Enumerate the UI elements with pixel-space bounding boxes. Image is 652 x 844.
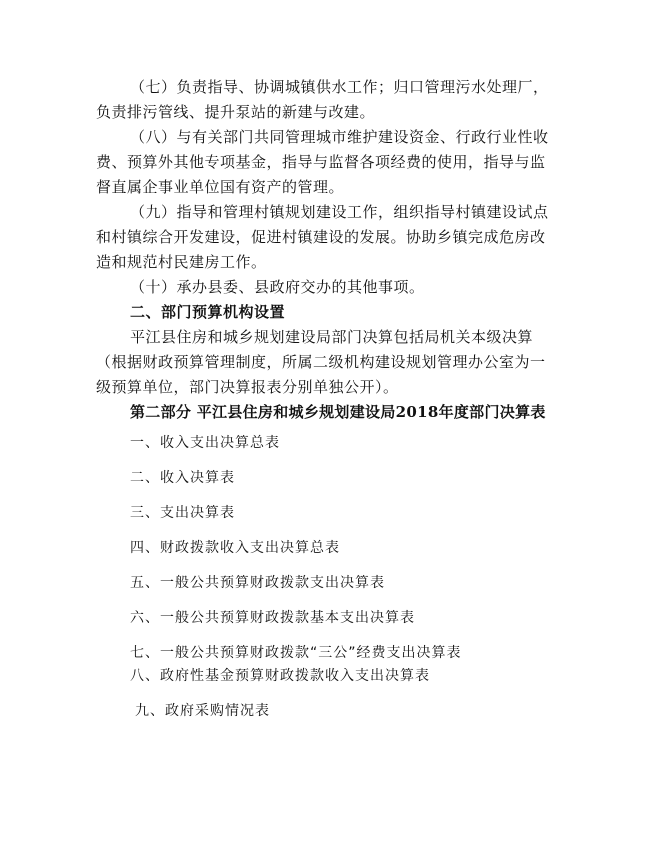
table-list-item-7: 七、一般公共预算财政拨款“三公”经费支出决算表: [130, 645, 462, 661]
duty-7-line-1: （七）负责指导、协调城镇供水工作；归口管理污水处理厂，: [130, 78, 549, 96]
duty-9-line-1: （九）指导和管理村镇规划建设工作，组织指导村镇建设试点: [130, 203, 549, 221]
budget-structure-line-1: 平江县住房和城乡规划建设局部门决算包括局机关本级决算: [130, 328, 534, 346]
budget-structure-line-2: （根据财政预算管理制度，所属二级机构建设规划管理办公室为一: [96, 353, 546, 371]
duty-8-line-1: （八）与有关部门共同管理城市维护建设资金、行政行业性收: [130, 128, 549, 146]
duty-8-line-3: 督直属企事业单位国有资产的管理。: [96, 178, 345, 196]
table-list-item-9: 九、政府采购情况表: [135, 703, 270, 719]
table-list-item-5: 五、一般公共预算财政拨款支出决算表: [130, 575, 385, 591]
section-heading-budget-structure: 二、部门预算机构设置: [130, 303, 286, 321]
duty-9-line-3: 造和规范村民建房工作。: [96, 253, 267, 271]
duty-10-line-1: （十）承办县委、县政府交办的其他事项。: [130, 278, 425, 296]
table-list-item-8: 八、政府性基金预算财政拨款收入支出决算表: [130, 668, 430, 684]
table-list-item-3: 三、支出决算表: [130, 505, 235, 521]
table-list-item-6: 六、一般公共预算财政拨款基本支出决算表: [130, 610, 415, 626]
table-list-item-1: 一、收入支出决算总表: [130, 435, 280, 451]
duty-7-line-2: 负责排污管线、提升泵站的新建与改建。: [96, 103, 376, 121]
duty-9-line-2: 和村镇综合开发建设，促进村镇建设的发展。协助乡镇完成危房改: [96, 228, 546, 246]
table-list-item-2: 二、收入决算表: [130, 470, 235, 486]
duty-8-line-2: 费、预算外其他专项基金，指导与监督各项经费的使用，指导与监: [96, 153, 546, 171]
budget-structure-line-3: 级预算单位，部门决算报表分别单独公开）。: [96, 378, 399, 396]
table-list-item-4: 四、财政拨款收入支出决算总表: [130, 540, 340, 556]
part2-title: 第二部分 平江县住房和城乡规划建设局2018年度部门决算表: [130, 403, 546, 421]
